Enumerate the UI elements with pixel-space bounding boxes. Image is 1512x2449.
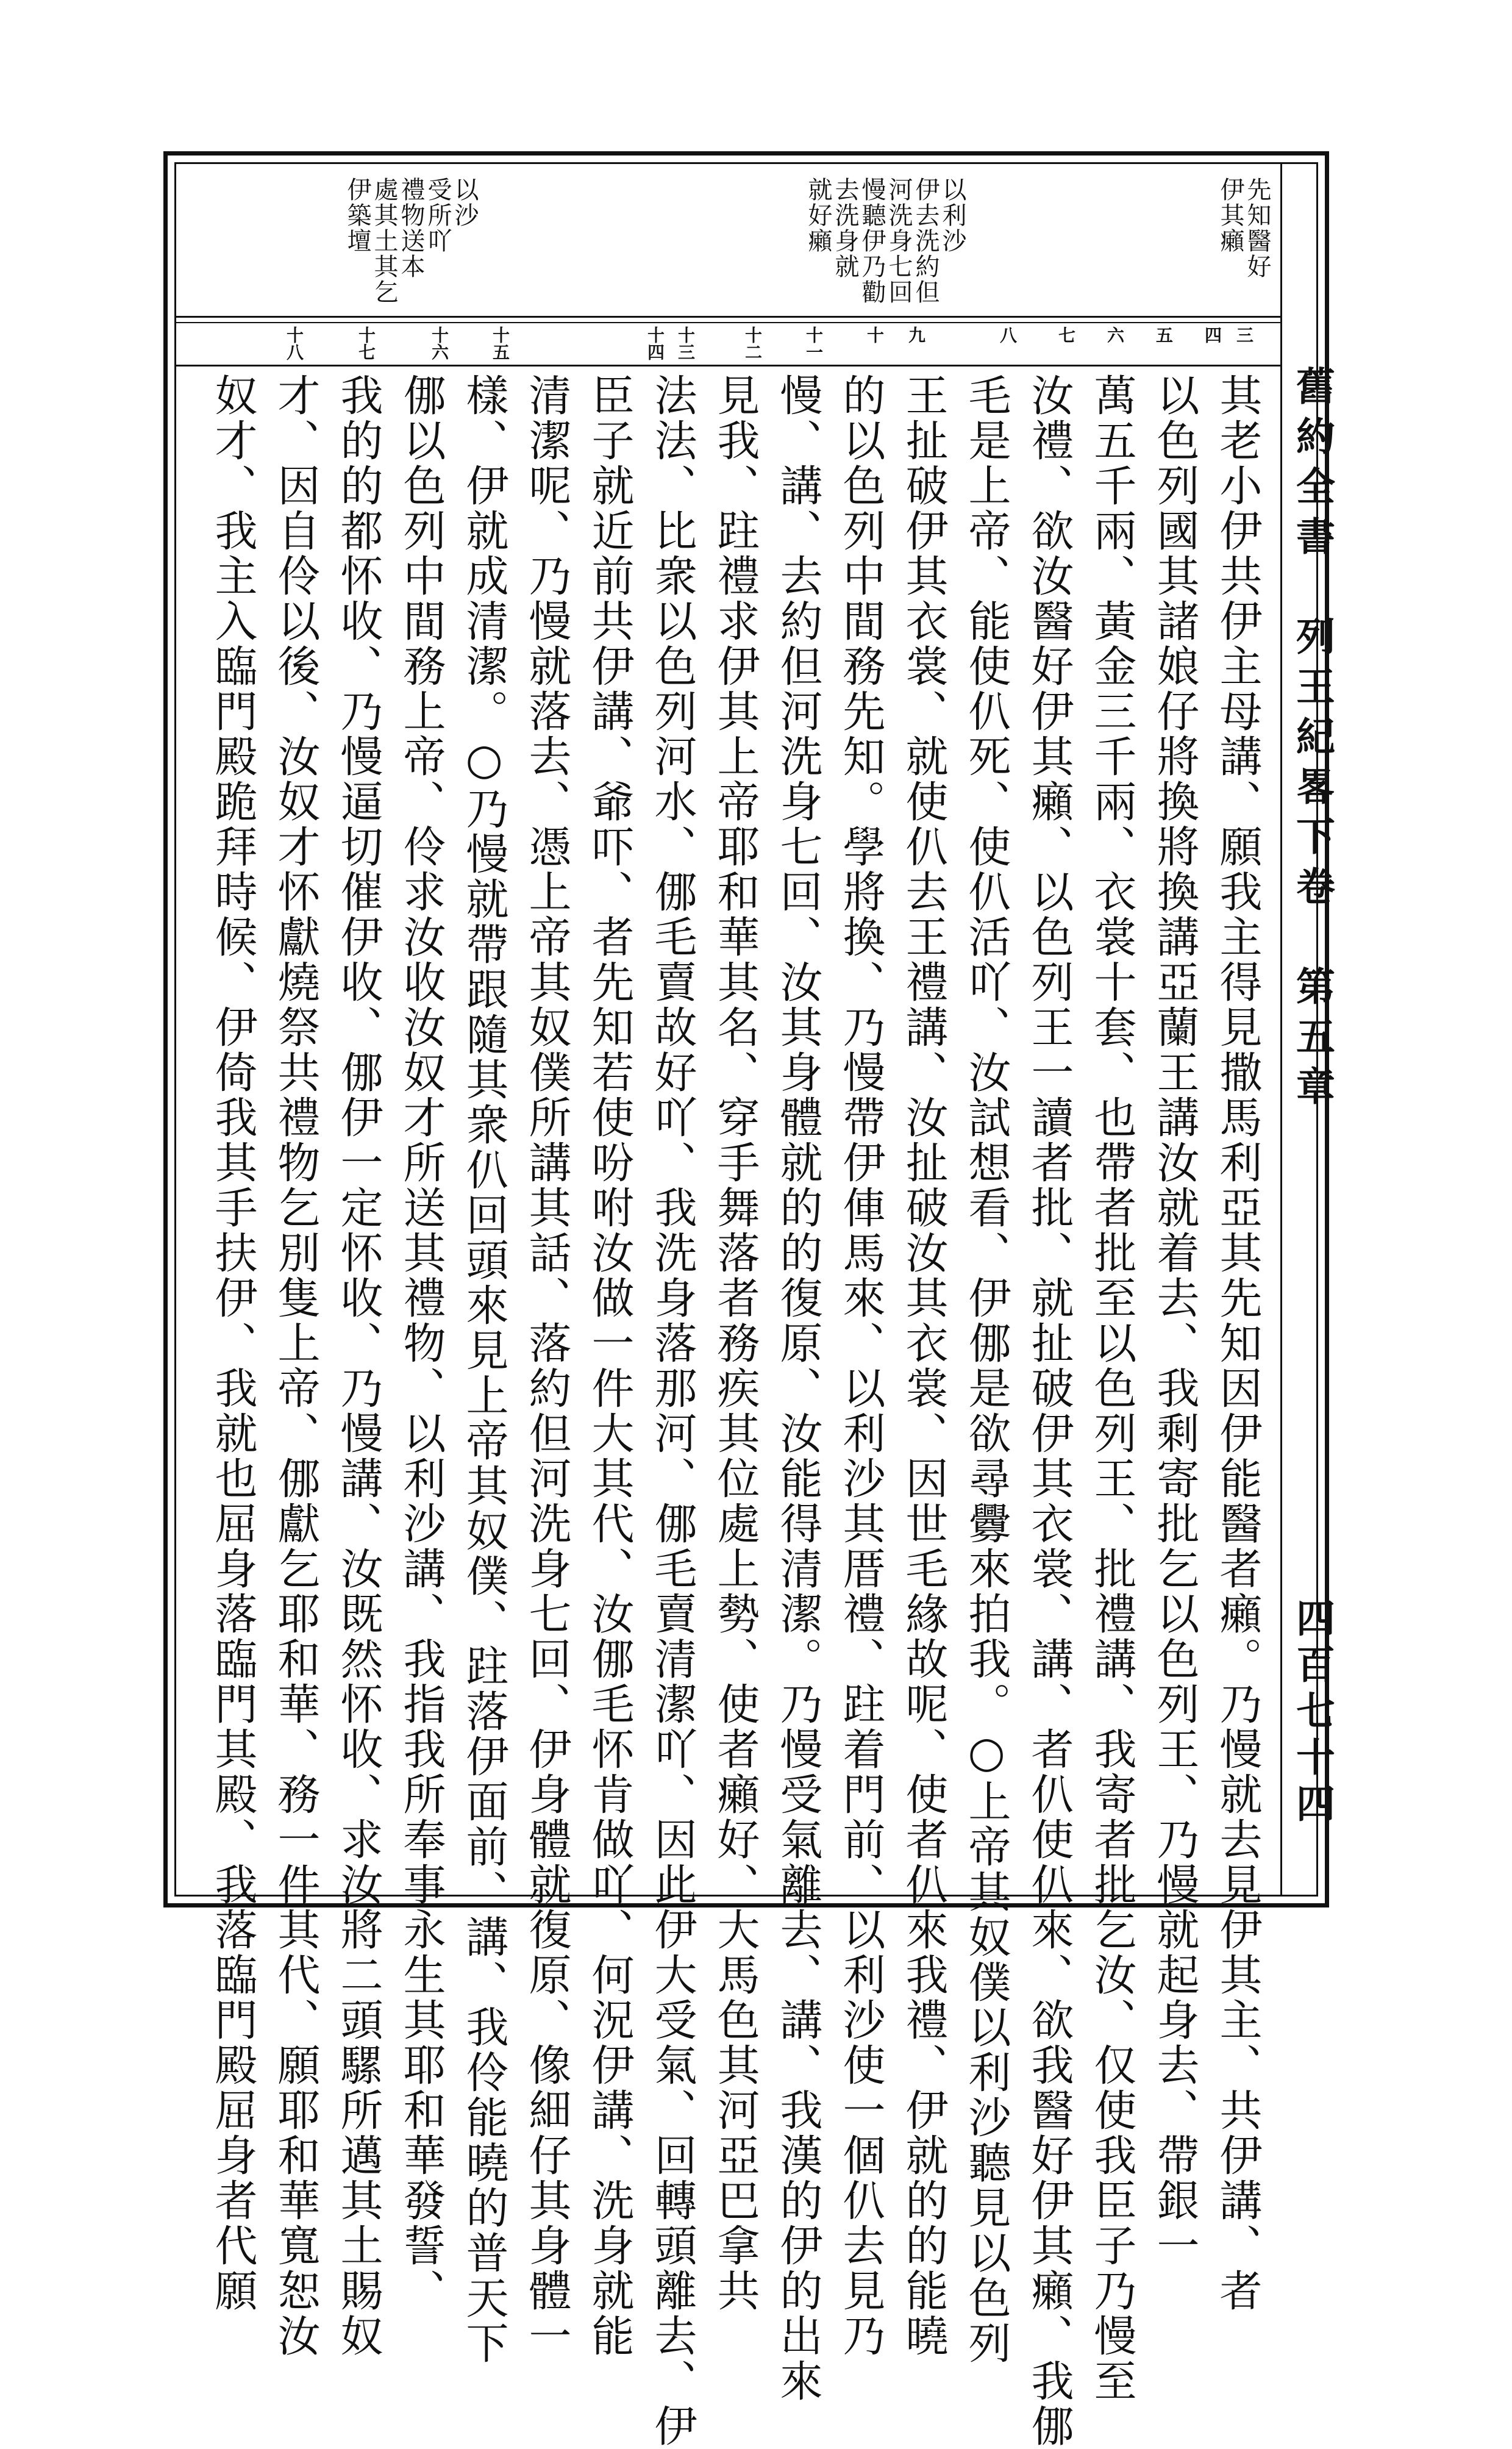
text-column: 㑚以色列中間務上帝、伶求汝收汝奴才所送其禮物、以利沙講、我指我所奉事永生其耶和華發誓、 (396, 373, 446, 2314)
text-column: 法法、比衆以色列河水、㑚毛賣故好吖、我洗身落那河、㑚毛賣清潔吖、因此伊大受氣、回轉頭離去、伊 (647, 373, 697, 2449)
verse-number: 十五 (490, 326, 510, 360)
text-column: 王扯破伊其衣裳、就使仈去王禮講、汝扯破汝其衣裳、因世毛緣故呢、使者仈來我禮、伊就的的能曉 (899, 373, 949, 2359)
margin-note: 河洗身七回 (885, 177, 913, 305)
verse-number: 七 (1056, 326, 1076, 343)
margin-note: 伊築壇 (343, 177, 371, 254)
margin-note: 就好癩 (804, 177, 832, 254)
text-column: 的以色列中間務先知。學將換、乃慢帶伊俥馬來、以利沙其厝禮、跓着門前、以利沙使一個仈去見乃 (836, 373, 886, 2359)
verse-number: 十二 (743, 326, 763, 360)
verse-number: 十八 (284, 326, 304, 360)
text-column: 臣子就近前共伊講、爺吓、者先知若使吩咐汝做一件大其代、汝㑚毛怀肯做吖、何況伊講、洗身就能 (585, 373, 635, 2359)
verse-number: 九 (906, 326, 926, 343)
text-column: 汝禮、欲汝醫好伊其癩、以色列王一讀者批、就扯破伊其衣裳、講、者仈使仈來、欲我醫好伊其癩、我㑚 (1024, 373, 1074, 2449)
margin-note: 處其土其乞 (370, 177, 398, 305)
margin-note: 慢聽伊乃勸 (858, 177, 886, 305)
page-number: 四百七十四 (1289, 1598, 1335, 1829)
verse-number: 五 (1154, 326, 1174, 343)
book-title: 舊約全書 列王紀畧下卷 第五章 (1289, 366, 1335, 1116)
verse-number: 十六 (429, 326, 449, 360)
margin-note: 受所吖 (424, 177, 452, 254)
text-column: 才、因自伶以後、汝奴才怀獻燒祭共禮物乞別隻上帝、㑚獻乞耶和華、務一件其代、願耶和華寬恕汝 (271, 373, 321, 2359)
notes-divider-double (174, 322, 1280, 323)
verse-number: 十七 (356, 326, 376, 360)
verse-number: 六 (1105, 326, 1125, 343)
text-column: 奴才、我主入臨門殿跪拜時候、伊倚我其手扶伊、我就也屈身落臨門其殿、我落臨門殿屈身者代願 (208, 373, 258, 2314)
margin-note: 伊其癩 (1216, 177, 1244, 254)
margin-note: 去洗身就 (831, 177, 859, 279)
text-column: 以色列國其諸娘仔將換將換講亞蘭王講汝就着去、我剩寄批乞以色列王、乃慢就起身去、帶銀一 (1150, 373, 1200, 2268)
margin-note: 以利沙 (938, 177, 966, 254)
text-column: 毛是上帝、能使仈死、使仈活吖、汝試想看、伊㑚是欲尋釁來拍我。○上帝其奴僕以利沙聽見以色列 (961, 373, 1011, 2366)
text-column: 我的的都怀收、乃慢逼切催伊收、㑚伊一定怀收、乃慢講、汝既然怀收、求汝將二頭騾所邁其土賜奴 (333, 373, 383, 2359)
text-column: 見我、跓禮求伊其上帝耶和華其名、穿手舞落者務疾其位處上勢、使者癩好、大馬色其河亞巴拿共 (710, 373, 760, 2314)
verse-number: 十一 (804, 326, 824, 360)
verse-number: 十 (865, 326, 885, 343)
verse-number: 十四 (645, 326, 665, 360)
verses-divider (174, 365, 1280, 366)
margin-note: 以沙 (451, 177, 479, 228)
text-column: 慢、講、去約但河洗身七回、汝其身體就的的復原、汝能得清潔。乃慢受氣離去、講、我漢的伊的出來 (773, 373, 823, 2404)
text-column: 樣、伊就成清潔。○乃慢就帶跟隨其衆仈回頭來見上帝其奴僕、跓落伊面前、講、我伶能曉的普天下 (459, 373, 509, 2366)
margin-note: 先知醫好 (1243, 177, 1271, 279)
notes-divider (174, 316, 1280, 318)
verse-number: 八 (997, 326, 1018, 343)
margin-note: 禮物送本 (397, 177, 425, 279)
text-column: 清潔呢、乃慢就落去、憑上帝其奴僕所講其話、落約但河洗身七回、伊身體就復原、像細仔其身體一 (522, 373, 572, 2359)
verse-number: 四 (1202, 326, 1222, 343)
text-column: 萬五千兩、黃金三千兩、衣裳十套、也帶者批至以色列王、批禮講、我寄者批乞汝、仅使我臣子乃慢至 (1087, 373, 1137, 2404)
verse-number: 十三 (676, 326, 696, 360)
text-column: 其老小伊共伊主母講、願我主得見撒馬利亞其先知因伊能醫者癩。乃慢就去見伊其主、共伊講、者 (1213, 373, 1263, 2314)
verse-number: 三 (1234, 326, 1254, 343)
margin-note: 伊去洗約但 (911, 177, 940, 305)
